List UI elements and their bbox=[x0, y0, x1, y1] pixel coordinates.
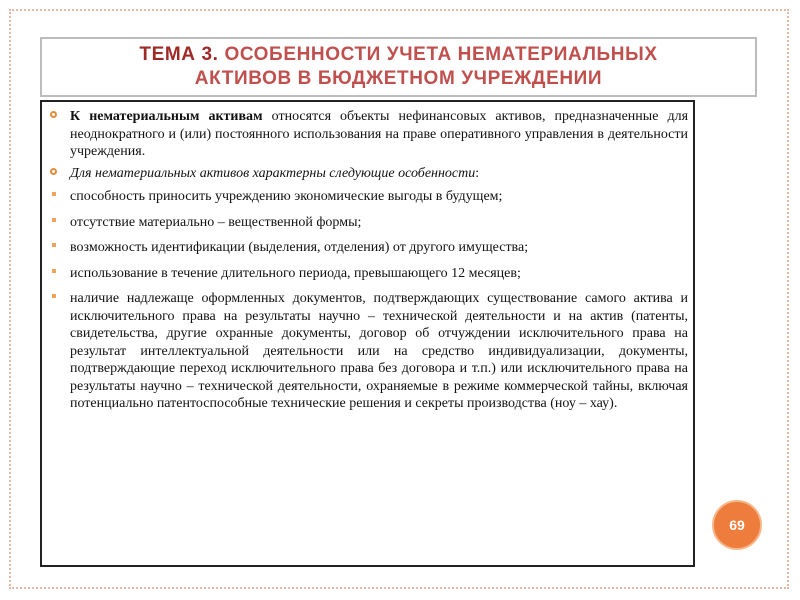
feature-item bbox=[48, 214, 688, 232]
feature-text: наличие надлежаще оформленных документов, подтверждающих существование самого актива и исключительного права на результаты научно – технической деятельности и на актив (патенты, свидетельства, другие охранные документы, договор об отчуждении исключительного права на результат интеллектуальной деятельности или на средство индивидуализации, документы, подтверждающие переход исключительного права без договора и т.п.) или исключительного права на результаты научно – технической деятельности, охраняемые в режиме коммерческой тайны, включая потенциально патентоспособные технические решения и секреты производства (ноу – хау). bbox=[70, 291, 688, 411]
title-prefix: ТЕМА 3. bbox=[139, 44, 219, 65]
title-box bbox=[40, 37, 757, 97]
feature-text: возможность идентификации (выделения, отделения) от другого имущества; bbox=[70, 240, 529, 255]
square-bullet-icon bbox=[52, 269, 56, 273]
feature-text: использование в течение длительного периода, превышающего 12 месяцев; bbox=[70, 265, 521, 281]
feature-item bbox=[48, 239, 688, 257]
square-bullet-icon bbox=[52, 243, 56, 247]
features-intro-text: Для нематериальных активов характерны следующие особенности bbox=[70, 165, 476, 181]
page-number-badge: 69 bbox=[712, 500, 762, 550]
feature-item bbox=[48, 290, 688, 413]
features-intro-item bbox=[48, 165, 688, 183]
square-bullet-icon bbox=[52, 294, 56, 298]
definition-term: К нематериальным активам bbox=[70, 109, 263, 124]
feature-item bbox=[48, 265, 688, 283]
definition-item bbox=[48, 108, 688, 161]
circle-bullet-icon bbox=[50, 168, 57, 175]
square-bullet-icon bbox=[52, 192, 56, 196]
feature-item bbox=[48, 188, 688, 206]
slide-title-line-1 bbox=[42, 43, 755, 67]
definition-text: относятся объекты нефинансовых активов, предназначенные для неоднократного и (или) постоянного использования на праве оперативного управления в деятельности учреждения. bbox=[70, 109, 689, 159]
title-line-1-text: ОСОБЕННОСТИ УЧЕТА НЕМАТЕРИАЛЬНЫХ bbox=[224, 44, 658, 65]
feature-text: способность приносить учреждению экономические выгоды в будущем; bbox=[70, 189, 503, 204]
features-intro-colon: : bbox=[475, 165, 480, 181]
circle-bullet-icon bbox=[50, 111, 57, 118]
square-bullet-icon bbox=[52, 218, 56, 222]
content-box bbox=[40, 100, 695, 567]
slide-title-line-2: АКТИВОВ В БЮДЖЕТНОМ УЧРЕЖДЕНИИ bbox=[194, 68, 603, 89]
feature-text: отсутствие материально – вещественной формы; bbox=[70, 214, 362, 230]
content-list bbox=[48, 108, 688, 413]
